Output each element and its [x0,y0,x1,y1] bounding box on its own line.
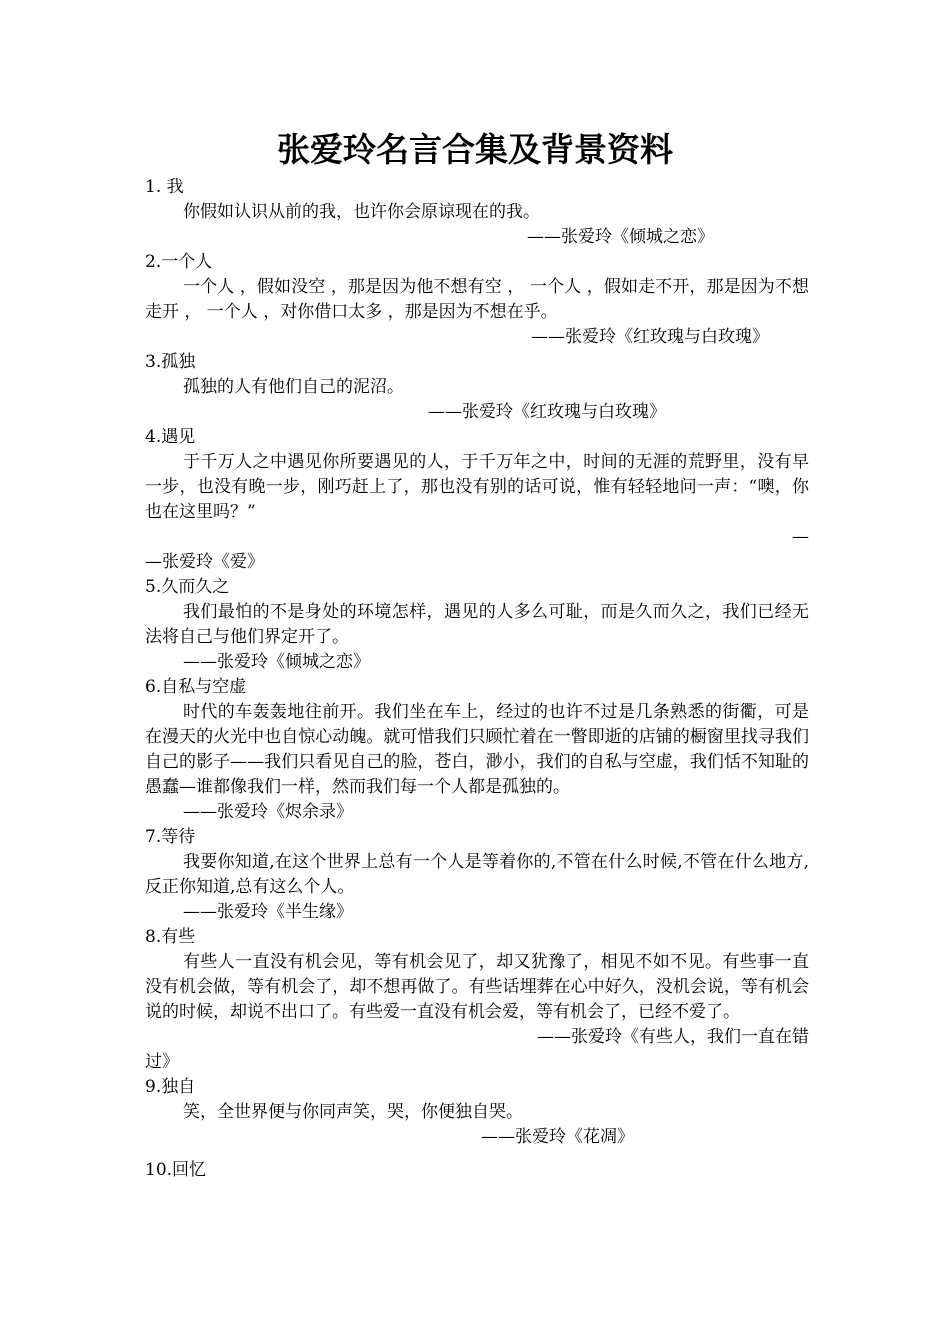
section-5 [145,575,809,675]
attribution: ——张爱玲《红玫瑰与白玫瑰》 [428,402,666,422]
section-heading: 8.有些 [145,927,196,947]
section-heading: 9.独自 [145,1077,196,1097]
quote-paragraph: 我们最怕的不是身处的环境怎样，遇见的人多么可耻，而是久而久之，我们已经无法将自己与他们界定开了。 [145,602,809,647]
quote-paragraph: 有些人一直没有机会见，等有机会见了，却又犹豫了，相见不如不见。有些事一直没有机会做，等有机会了，却不想再做了。有些话埋葬在心中好久，没机会说，等有机会说的时候，却说不出口了。有些爱一直没有机会爱，等有机会了，已经不爱了。 [145,952,809,1022]
section-8 [145,925,809,1075]
section-1 [145,175,809,250]
section-heading: 1. 我 [145,177,184,197]
attribution-line-1: ——张爱玲《有些人，我们一直在错 [537,1027,809,1047]
section-heading: 7.等待 [145,827,196,847]
attribution: ——张爱玲《倾城之恋》 [527,227,714,247]
quote-paragraph: 于千万人之中遇见你所要遇见的人，于千万年之中，时间的无涯的荒野里，没有早一步，也没有晚一步，刚巧赶上了，那也没有别的话可说，惟有轻轻地问一声：“噢，你也在这里吗？” [145,452,809,522]
attribution: ——张爱玲《烬余录》 [183,802,353,822]
section-heading: 10.回忆 [145,1160,207,1180]
quote-paragraph: 时代的车轰轰地往前开。我们坐在车上，经过的也许不过是几条熟悉的街衢，可是在漫天的火光中也自惊心动魄。就可惜我们只顾忙着在一瞥即逝的店铺的橱窗里找寻我们自己的影子——我们只看见自己的脸，苍白，渺小，我们的自私与空虚，我们恬不知耻的愚蠢—谁都像我们一样，然而我们每一个人都是孤独的。 [145,702,809,797]
section-7 [145,825,809,925]
document-body [145,175,809,1183]
section-heading: 5.久而久之 [145,577,230,597]
section-3 [145,350,809,425]
attribution: ——张爱玲《红玫瑰与白玫瑰》 [531,327,769,347]
quote-paragraph: 孤独的人有他们自己的泥沼。 [183,377,404,397]
quote-paragraph: 笑，全世界便与你同声笑，哭，你便独自哭。 [183,1102,523,1122]
quote-paragraph: 你假如认识从前的我，也许你会原谅现在的我。 [183,202,540,222]
section-heading: 4.遇见 [145,427,196,447]
section-4 [145,425,809,575]
attribution: ——张爱玲《半生缘》 [183,902,353,922]
attribution-line-1: — [792,527,809,547]
attribution-line-2: 过》 [145,1052,179,1072]
quote-paragraph: 一个人 ，假如没空 ，那是因为他不想有空 ， 一个人 ，假如走不开，那是因为不想走开 ， 一个人 ，对你借口太多 ，那是因为不想在乎。 [145,277,809,322]
page-title: 张爱玲名言合集及背景资料 [277,130,673,169]
section-6 [145,675,809,825]
section-10 [145,1158,809,1183]
section-heading: 2.一个人 [145,252,213,272]
quote-paragraph: 我要你知道,在这个世界上总有一个人是等着你的,不管在什么时候,不管在什么地方,反正你知道,总有这么个人。 [145,852,809,897]
section-heading: 6.自私与空虚 [145,677,247,697]
section-heading: 3.孤独 [145,352,196,372]
section-2 [145,250,809,350]
attribution: ——张爱玲《倾城之恋》 [183,652,370,672]
attribution-line-2: —张爱玲《爱》 [145,552,264,572]
attribution: ——张爱玲《花凋》 [481,1127,634,1147]
section-9 [145,1075,809,1150]
